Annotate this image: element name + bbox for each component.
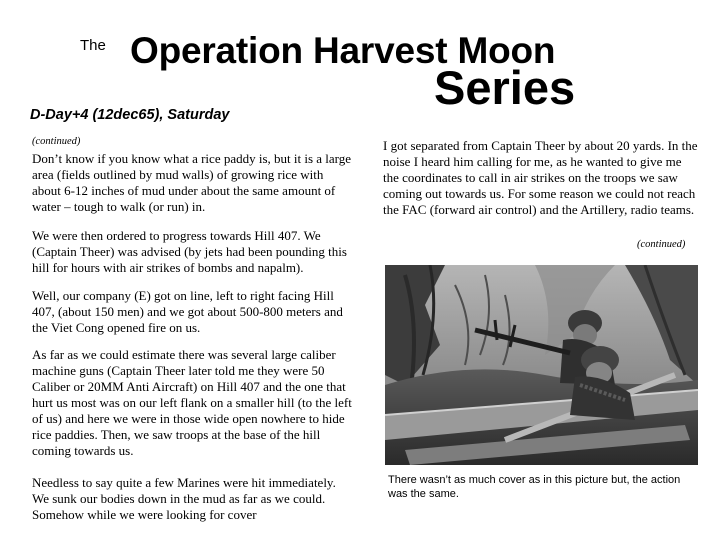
continued-note-right: (continued)	[637, 239, 686, 250]
page-title: Operation Harvest Moon	[130, 30, 556, 71]
paragraph-rice-paddy: Don’t know if you know what a rice paddy is, but it is a large area (fields outlined by mud walls) of growing rice with about 6-12 inches of mud under about the same amount of water – tough to walk (or run) in.	[32, 151, 352, 214]
dateline: D-Day+4 (12dec65), Saturday	[30, 107, 230, 123]
paragraph-marines-hit: Needless to say quite a few Marines were hit immediately. We sunk our bodies down in the mud as far as we could. Somehow while we were looking for cover	[32, 475, 336, 522]
combat-photo-illustration	[385, 265, 698, 465]
paragraph-hill-407-orders: We were then ordered to progress towards Hill 407. We (Captain Theer) was advised (by jets had been pounding this hill for hours with air strikes of bombs and napalm).	[32, 228, 347, 275]
combat-photo	[385, 265, 698, 465]
paragraph-machine-guns: As far as we could estimate there was several large caliber machine guns (Captain Theer later told me they were 50 Caliber or 20MM Anti Aircraft) on Hill 407 and the one that hurt us most was on our left flank on a smaller hill (to the left of us) and here we were in those wide open nowhere to hide rice paddies. Then, we saw troops at the base of the hill coming towards us.	[32, 347, 352, 458]
continued-note-left: (continued)	[32, 136, 81, 147]
series-label: Series	[434, 61, 576, 114]
paragraph-company-on-line: Well, our company (E) got on line, left to right facing Hill 407, (about 150 men) and we got about 500-800 meters and the Viet Cong opened fire on us.	[32, 288, 343, 335]
paragraph-separated: I got separated from Captain Theer by about 20 yards. In the noise I heard him calling for me, as he wanted to give me the coordinates to call in air strikes on the troops we saw coming out towards us. For some reason we could not reach the FAC (forward air control) and the Artillery, radio teams.	[383, 138, 698, 217]
photo-caption: There wasn’t as much cover as in this picture but, the action was the same.	[388, 474, 681, 500]
title-prefix: The	[80, 37, 106, 54]
